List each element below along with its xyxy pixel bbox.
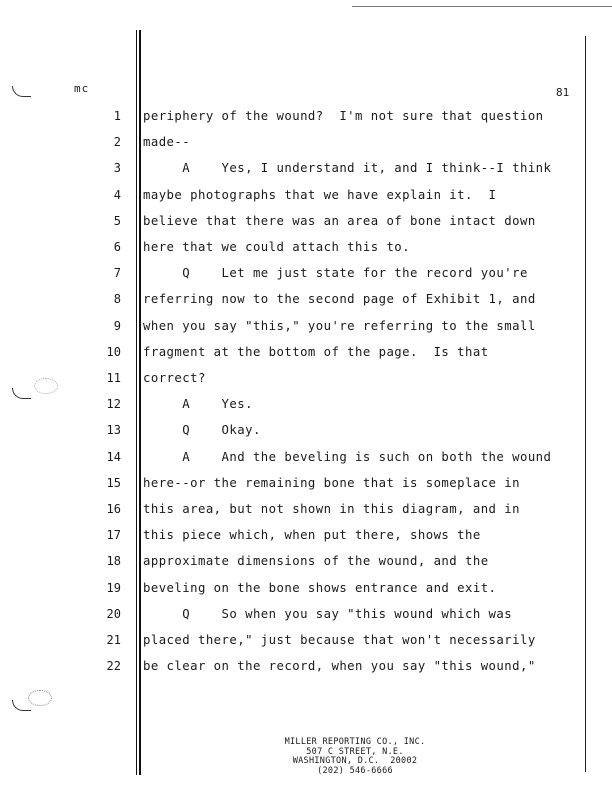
transcript-line [0, 263, 612, 283]
transcript-line [0, 342, 612, 362]
transcript-line [0, 578, 612, 598]
line-number: 2 [113, 135, 121, 150]
reporter-initials: mc [74, 82, 90, 95]
line-text: when you say "this," you're referring to the small [143, 318, 536, 333]
transcript-line [0, 525, 612, 545]
transcript-line [0, 604, 612, 624]
line-text: believe that there was an area of bone intact down [143, 213, 536, 228]
line-number: 3 [113, 161, 121, 176]
transcript-line [0, 211, 612, 231]
line-number: 9 [113, 318, 121, 333]
transcript-line [0, 106, 612, 126]
line-number: 10 [106, 344, 121, 359]
footer-city: WASHINGTON, D.C. 20002 [292, 756, 418, 766]
line-number: 21 [106, 633, 121, 647]
line-text: beveling on the bone shows entrance and exit. [143, 580, 497, 595]
line-text: maybe photographs that we have explain it. I [143, 187, 497, 202]
line-number: 18 [106, 554, 121, 569]
line-text: made-- [143, 135, 191, 150]
line-text: this piece which, when put there, shows the [143, 528, 481, 543]
transcript-line [0, 368, 612, 388]
binder-hole-mark [12, 86, 31, 97]
page-number: 81 [556, 86, 570, 99]
transcript-line [0, 473, 612, 493]
top-edge-line [352, 6, 612, 7]
line-text: placed there," just because that won't necessarily [143, 633, 536, 647]
transcript-line [0, 185, 612, 205]
transcript-line [0, 394, 612, 414]
line-text: here--or the remaining bone that is someplace in [143, 475, 520, 490]
line-number: 11 [106, 371, 121, 385]
line-number: 15 [106, 475, 121, 490]
line-text: referring now to the second page of Exhibit 1, and [143, 292, 536, 307]
line-number: 4 [113, 187, 121, 202]
line-number: 14 [106, 449, 121, 464]
line-text: A And the beveling is such on both the wound [143, 449, 552, 464]
reporting-company-footer [230, 738, 480, 776]
line-text: Q Let me just state for the record you're [143, 266, 528, 281]
line-number: 19 [106, 580, 121, 595]
transcript-line [0, 158, 612, 178]
line-text: Q Okay. [143, 423, 261, 438]
transcript-line [0, 551, 612, 571]
line-text: correct? [143, 371, 206, 385]
footer-phone: (202) 546-6666 [317, 765, 393, 776]
transcript-line [0, 447, 612, 467]
transcript-line [0, 132, 612, 152]
line-number: 17 [106, 528, 121, 543]
line-number: 16 [106, 502, 121, 516]
transcript-line [0, 420, 612, 440]
line-number: 5 [113, 213, 121, 228]
transcript-line [0, 237, 612, 257]
line-text: Q So when you say "this wound which was [143, 606, 513, 621]
line-number: 22 [106, 659, 121, 674]
transcript-line [0, 289, 612, 309]
line-number: 7 [113, 266, 121, 281]
line-number: 12 [106, 397, 121, 412]
footer-company: MILLER REPORTING CO., INC. [284, 737, 426, 747]
line-text: A Yes. [143, 397, 253, 412]
binder-hole-mark [12, 700, 31, 711]
line-number: 13 [106, 423, 121, 438]
line-text: fragment at the bottom of the page. Is that [143, 344, 489, 359]
line-text: here that we could attach this to. [143, 240, 411, 254]
footer-street: 507 C STREET, N.E. [306, 746, 404, 757]
scan-smudge [28, 690, 52, 706]
line-number: 6 [113, 240, 121, 254]
transcript-line [0, 630, 612, 650]
transcript-line [0, 656, 612, 676]
line-number: 1 [113, 109, 121, 123]
transcript-line [0, 499, 612, 519]
line-number: 8 [113, 292, 121, 307]
line-text: periphery of the wound? I'm not sure that question [143, 109, 544, 123]
line-number: 20 [106, 606, 121, 621]
line-text: this area, but not shown in this diagram, and in [143, 502, 520, 516]
line-text: A Yes, I understand it, and I think--I think [143, 161, 552, 176]
line-text: be clear on the record, when you say "this wound," [143, 659, 536, 674]
transcript-line [0, 316, 612, 336]
line-text: approximate dimensions of the wound, and the [143, 554, 489, 569]
